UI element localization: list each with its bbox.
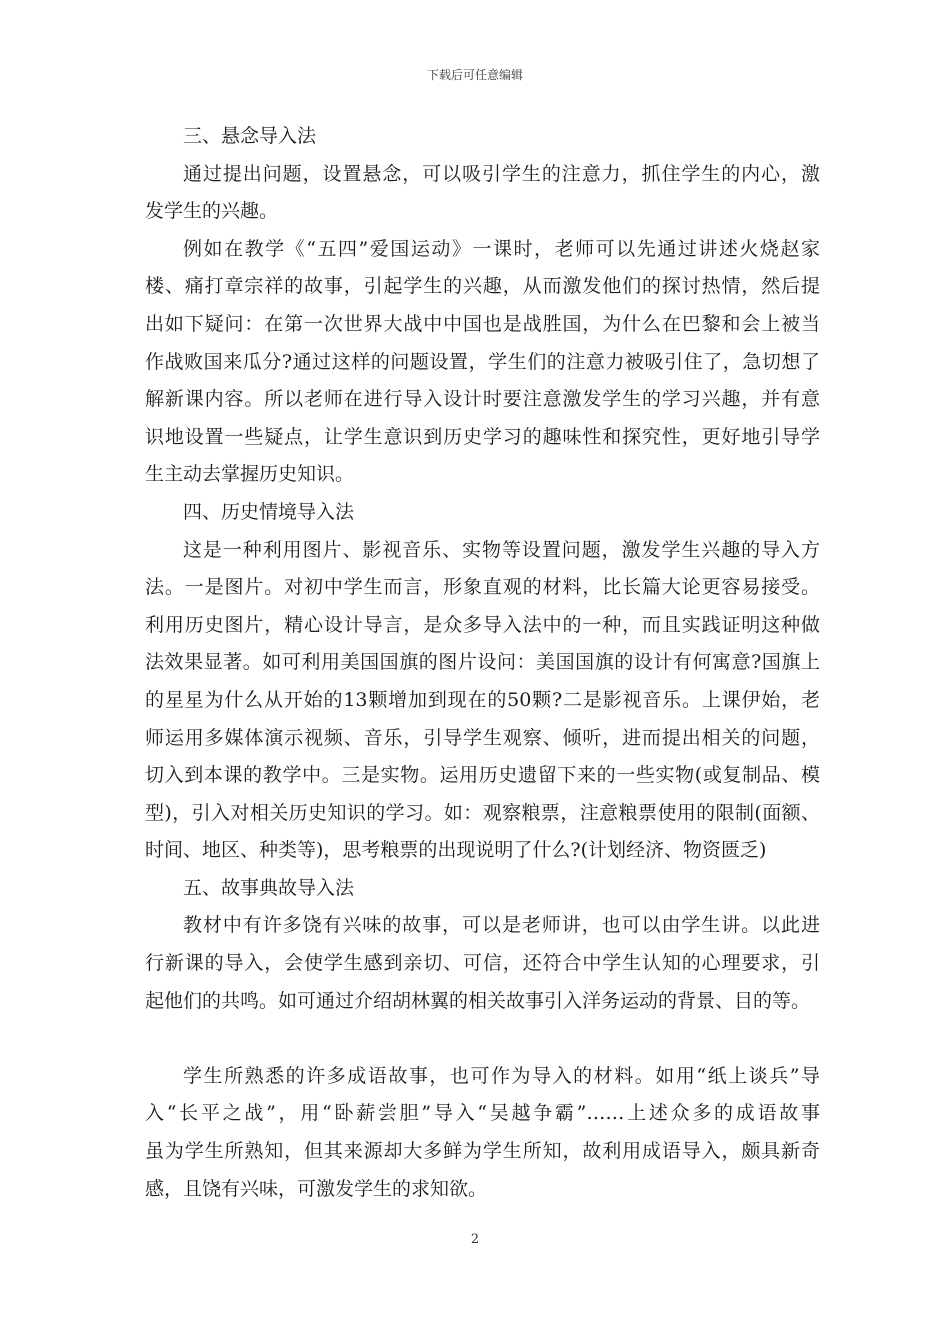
paragraph-gap <box>145 1020 820 1058</box>
section-heading: 四、历史情境导入法 <box>183 500 355 523</box>
section-heading: 三、悬念导入法 <box>183 125 317 147</box>
paragraph-line: 通过提出问题，设置悬念，可以吸引学生的注意力，抓住学生的内心，激 <box>183 162 820 185</box>
page-number: 2 <box>470 1232 480 1247</box>
paragraph-line: 出如下疑问：在第一次世界大战中中国也是战胜国，为什么在巴黎和会上被当 <box>145 312 820 335</box>
paragraph-line: 入“长平之战”，用“卧薪尝胆”导入“吴越争霸”……上述众多的成语故事 <box>145 1102 820 1125</box>
paragraph-line: 起他们的共鸣。如可通过介绍胡林翼的相关故事引入洋务运动的背景、目的等。 <box>145 989 811 1012</box>
paragraph-line: 型)，引入对相关历史知识的学习。如：观察粮票，注意粮票使用的限制(面额、 <box>145 801 820 824</box>
section-heading: 五、故事典故导入法 <box>183 876 355 899</box>
paragraph-line: 时间、地区、种类等)，思考粮票的出现说明了什么?(计划经济、物资匮乏) <box>145 839 767 862</box>
paragraph-line: 解新课内容。所以老师在进行导入设计时要注意激发学生的学习兴趣，并有意 <box>145 388 820 411</box>
paragraph-line: 教材中有许多饶有兴味的故事，可以是老师讲，也可以由学生讲。以此进 <box>183 914 820 937</box>
paragraph-line: 学生所熟悉的许多成语故事，也可作为导入的材料。如用“纸上谈兵”导 <box>183 1064 820 1087</box>
paragraph-line: 法效果显著。如可利用美国国旗的图片设问：美国国旗的设计有何寓意?国旗上 <box>145 651 820 674</box>
page-header: 下载后可任意编辑 <box>426 68 523 82</box>
paragraph-line: 生主动去掌握历史知识。 <box>145 463 355 486</box>
paragraph-line: 的星星为什么从开始的13颗增加到现在的50颗?二是影视音乐。上课伊始，老 <box>145 688 820 711</box>
paragraph-line: 虽为学生所熟知，但其来源却大多鲜为学生所知，故利用成语导入，颇具新奇 <box>145 1140 820 1163</box>
paragraph-line: 例如在教学《“五四”爱国运动》一课时，老师可以先通过讲述火烧赵家 <box>183 237 820 260</box>
paragraph-line: 行新课的导入，会使学生感到亲切、可信，还符合中学生认知的心理要求，引 <box>145 952 820 975</box>
document-body <box>145 118 820 1208</box>
paragraph-line: 楼、痛打章宗祥的故事，引起学生的兴趣，从而激发他们的探讨热情，然后提 <box>145 275 820 298</box>
paragraph-line: 这是一种利用图片、影视音乐、实物等设置问题，激发学生兴趣的导入方 <box>183 538 820 561</box>
paragraph-line: 利用历史图片，精心设计导言，是众多导入法中的一种，而且实践证明这种做 <box>145 613 820 636</box>
paragraph-line: 法。一是图片。对初中学生而言，形象直观的材料，比长篇大论更容易接受。 <box>145 576 820 599</box>
paragraph-line: 切入到本课的教学中。三是实物。运用历史遗留下来的一些实物(或复制品、模 <box>145 764 820 787</box>
paragraph-line: 发学生的兴趣。 <box>145 200 279 223</box>
paragraph-line: 作战败国来瓜分?通过这样的问题设置，学生们的注意力被吸引住了，急切想了 <box>145 350 820 373</box>
paragraph-line: 识地设置一些疑点，让学生意识到历史学习的趣味性和探究性，更好地引导学 <box>145 425 820 448</box>
paragraph-line: 师运用多媒体演示视频、音乐，引导学生观察、倾听，进而提出相关的问题， <box>145 726 820 749</box>
paragraph-line: 感，且饶有兴味，可激发学生的求知欲。 <box>145 1177 488 1200</box>
